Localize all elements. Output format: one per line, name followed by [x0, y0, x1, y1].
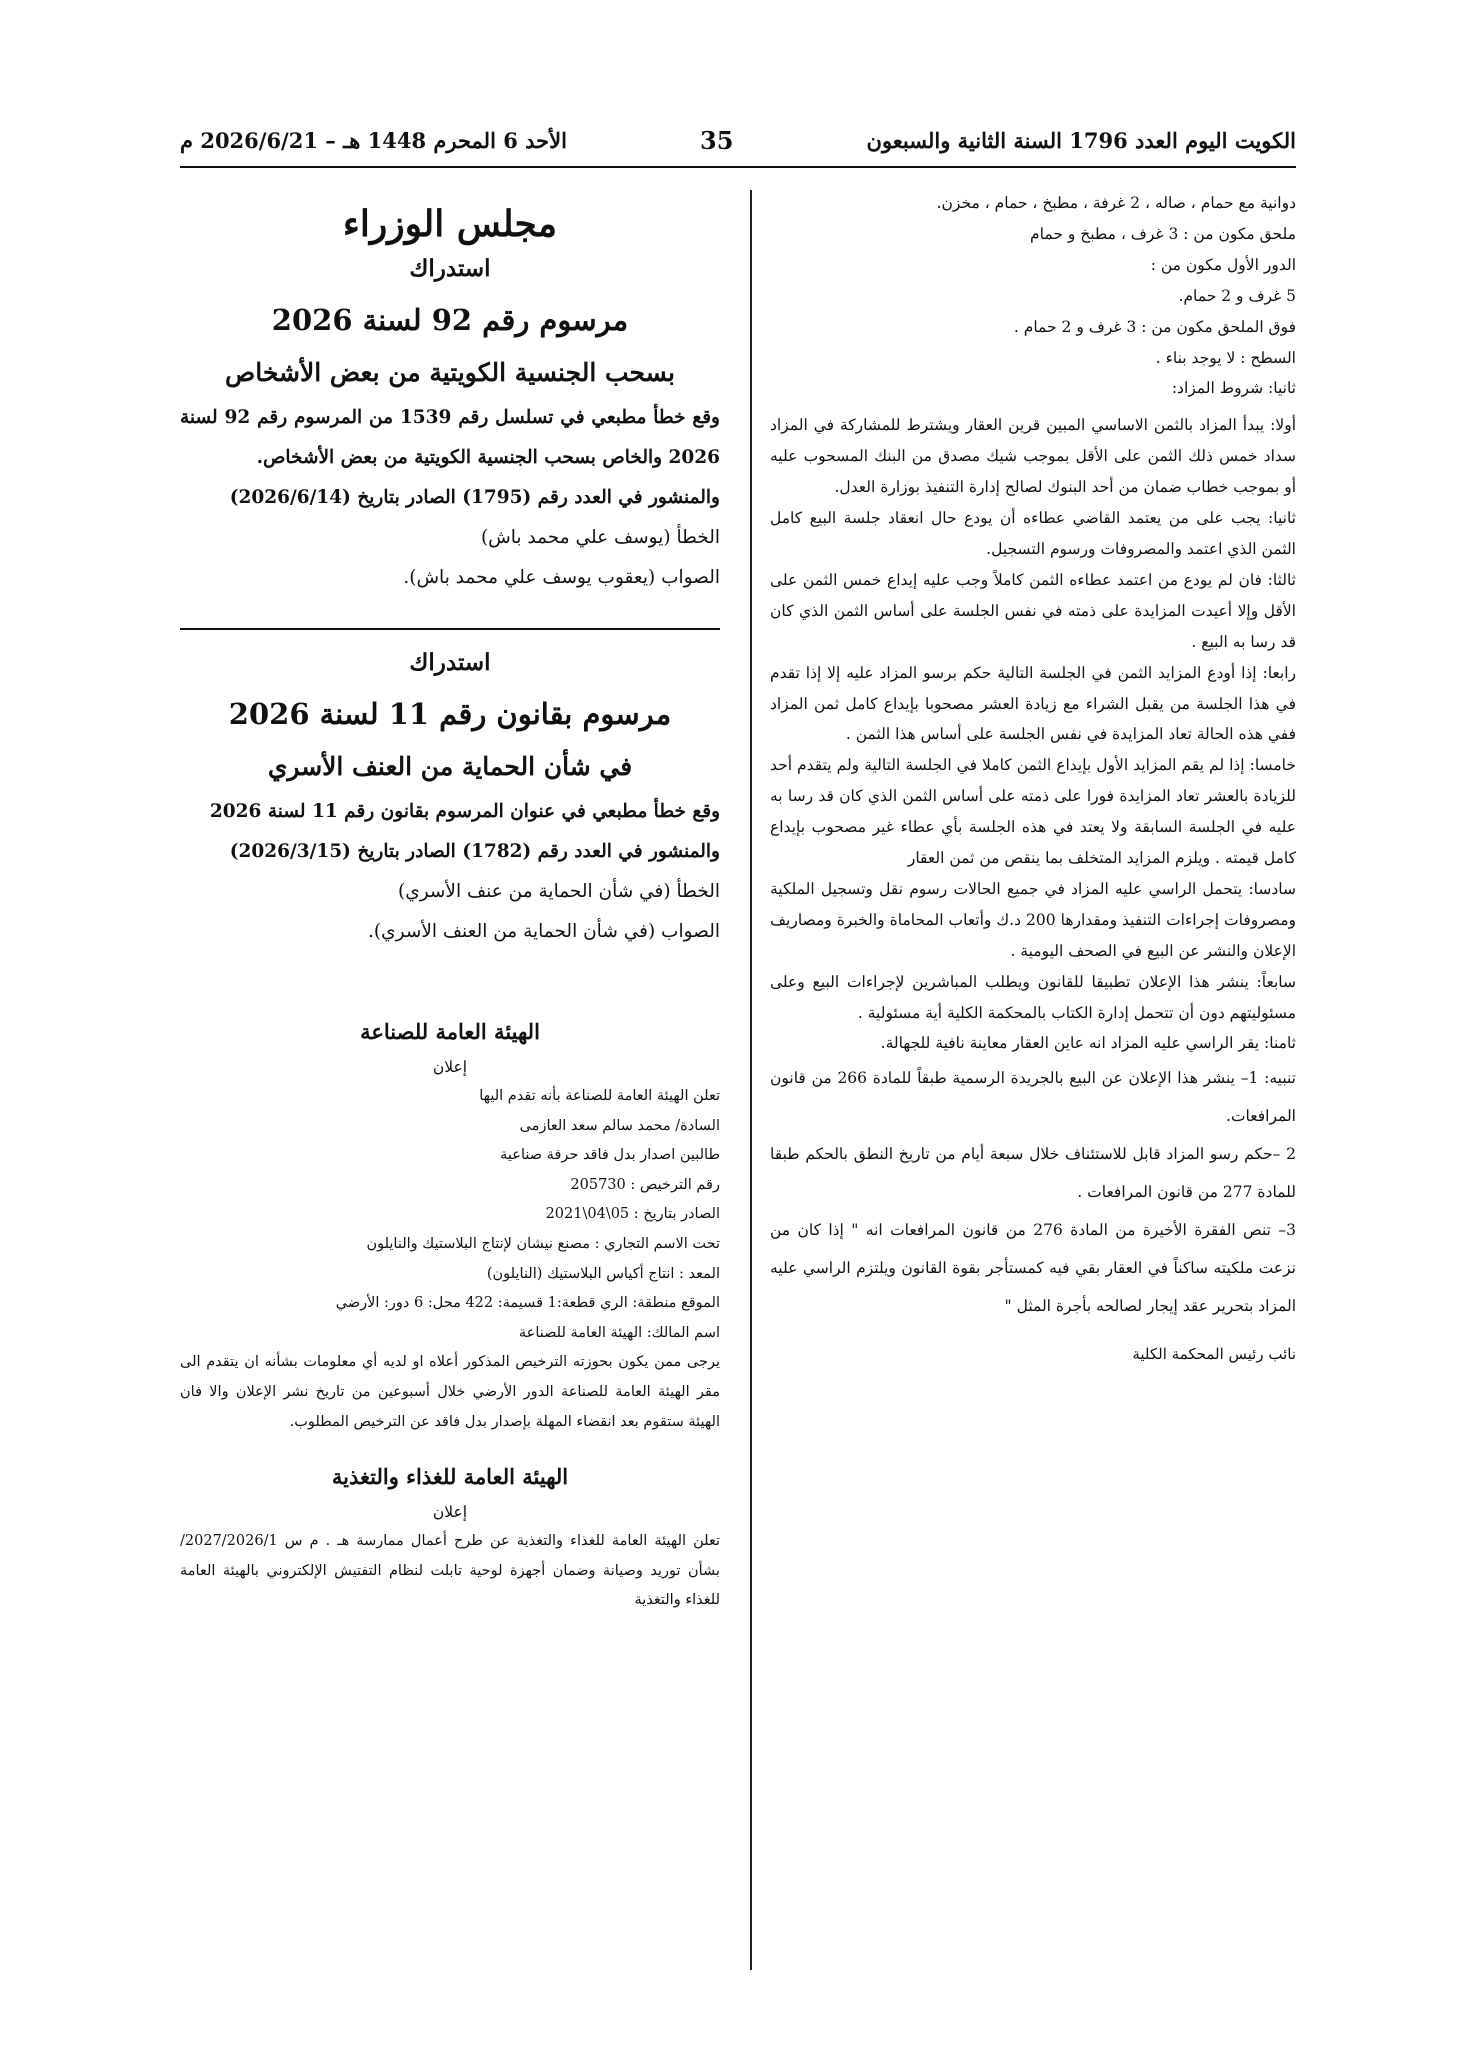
header-issue: الكويت اليوم العدد 1796 السنة الثانية والسبعون [866, 127, 1296, 153]
condition-5: خامسا: إذا لم يقم المزايد الأول بإيداع الثمن كاملا في الجلسة التالية ولم يتقدم أحد للزيادة بالعشر تعاد المزايدة فورا على ذمته على أساس الثمن الذي كان قد رسا به عليه في الجلسة السابقة ولا يعتد في هذه الجلسة بأي عطاء غير مصحوب بإيداع كامل قيمته . ويلزم المزايد المتخلف بما ينقص من ثمن العقار [770, 756, 1296, 868]
condition-1: أولا: يبدأ المزاد بالثمن الاساسي المبين قرين العقار ويشترط للمشاركة في المزاد سداد خمس ذلك الثمن على الأقل بموجب شيك مصدق من البنك المسحوب عليه أو بموجب خطاب ضمان من أحد البنوك لصالح إدارة التنفيذ بوزارة العدل. [770, 416, 1296, 497]
industry-line: تعلن الهيئة العامة للصناعة بأنه تقدم اليها [479, 1088, 720, 1104]
erratum-text: والمنشور في العدد رقم (1782) الصادر بتاريخ (2026/3/15) [229, 841, 720, 862]
property-line: ملحق مكون من : 3 غرف ، مطبخ و حمام [1030, 224, 1296, 243]
industry-line: طالبين اصدار بدل فاقد حرفة صناعية [500, 1147, 720, 1164]
issue-date: الصادر بتاريخ : 05\04\2021 [545, 1206, 720, 1223]
condition-3: ثالثا: فان لم يودع من اعتمد عطاءه الثمن كاملاً وجب عليه إيداع خمس الثمن على الأقل وإلا أعيدت المزايدة على ذمته في نفس الجلسة على أساس الثمن الذي كان قد رسا به البيع . [770, 570, 1296, 651]
announcement-label: إعلان [432, 1503, 468, 1522]
announcement-label: إعلان [432, 1058, 468, 1076]
erratum-label: استدراك [409, 649, 491, 676]
conditions-heading: ثانيا: شروط المزاد: [1171, 379, 1296, 398]
erratum-correct: الصواب (يعقوب يوسف علي محمد باش). [403, 567, 720, 588]
erratum-text: وقع خطأ مطبعي في تسلسل رقم 1539 من المرسوم رقم 92 لسنة 2026 والخاص بسحب الجنسية الكويتية من بعض الأشخاص. [180, 407, 720, 468]
property-line: دوانية مع حمام ، صاله ، 2 غرفة ، مطبخ ، حمام ، مخزن. [936, 194, 1296, 212]
property-line: فوق الملحق مكون من : 3 غرف و 2 حمام . [1013, 317, 1296, 336]
food-paragraph: تعلن الهيئة العامة للغذاء والتغذية عن طرح أعمال ممارسة هـ . م س 2027/2026/1/ بشأن توريد وصيانة وضمان أجهزة لوحية تابلت لنظام التفتيش الإلكتروني بالهيئة العامة للغذاء والتغذية [180, 1533, 720, 1609]
condition-6: سادسا: يتحمل الراسي عليه المزاد في جميع الحالات رسوم نقل وتسجيل الملكية ومصروفات إجراءات التنفيذ ومقدارها 200 د.ك وأتعاب المحاماة والخبرة ومصاريف الإعلان والنشر عن البيع في الصحف اليومية . [770, 879, 1297, 960]
erratum-wrong: الخطأ (يوسف علي محمد باش) [480, 527, 720, 548]
property-line: 5 غرف و 2 حمام. [1178, 286, 1296, 305]
note-2: 2 –حكم رسو المزاد قابل للاستئناف خلال سبعة أيام من تاريخ النطق بالحكم طبقا للمادة 277 من قانون المرافعات . [770, 1145, 1296, 1202]
industry-paragraph: يرجى ممن يكون بحوزته الترخيص المذكور أعلاه او لديه أي معلومات بشأنه ان يتقدم الى مقر الهيئة العامة للصناعة الدور الأرضي خلال أسبوعين من تاريخ نشر الإعلان والا فان الهيئة ستقوم بعد انقضاء المهلة بإصدار بدل فاقد عن الترخيص المطلوب. [180, 1354, 720, 1430]
erratum-text: وقع خطأ مطبعي في عنوان المرسوم بقانون رقم 11 لسنة 2026 [209, 801, 720, 822]
industry-authority-title: الهيئة العامة للصناعة [360, 1019, 540, 1044]
condition-2: ثانيا: يجب على من يعتمد القاضي عطاءه أن يودع حال انعقاد جلسة البيع كامل الثمن الذي اعتمد والمصروفات ورسوم التسجيل. [770, 509, 1296, 558]
signature: نائب رئيس المحكمة الكلية [1132, 1345, 1296, 1364]
decree-title: مرسوم رقم 92 لسنة 2026 [271, 303, 629, 337]
decree-title: مرسوم بقانون رقم 11 لسنة 2026 [228, 697, 672, 731]
condition-4: رابعا: إذا أودع المزايد الثمن في الجلسة التالية حكم برسو المزاد عليه إلا إذا تقدم في هذا الجلسة من يقبل الشراء مع زيادة العشر مصحوبا بإيداع كامل ثمن المزاد ففي هذه الحالة تعاد المزايدة في نفس الجلسة على أساس هذا الثمن . [770, 663, 1296, 744]
condition-7: سابعاً: ينشر هذا الإعلان تطبيقا للقانون ويطلب المباشرين لإجراءات البيع وعلى مسئوليتهم دون أن تتحمل إدارة الكتاب بالمحكمة الكلية أية مسئولية . [770, 972, 1296, 1022]
industry-line: السادة/ محمد سالم سعد العازمى [519, 1117, 720, 1134]
erratum-correct: الصواب (في شأن الحماية من العنف الأسري). [368, 921, 720, 942]
industry-line: تحت الاسم التجاري : مصنع نيشان لإنتاج البلاستيك والنايلون [366, 1235, 720, 1252]
column-divider [750, 190, 752, 1970]
left-column [180, 188, 720, 1616]
erratum-wrong: الخطأ (في شأن الحماية من عنف الأسري) [398, 881, 720, 902]
section-divider [180, 628, 720, 630]
header-date: الأحد 6 المحرم 1448 هـ – 2026/6/21 م [180, 127, 567, 153]
property-line: السطح : لا يوجد بناء . [1155, 348, 1296, 367]
header-rule [180, 166, 1296, 168]
right-column [770, 188, 1296, 1369]
industry-line: المعد : انتاج أكياس البلاستيك (النايلون) [486, 1265, 720, 1282]
page-header [180, 118, 1296, 162]
condition-8: ثامنا: يقر الراسي عليه المزاد انه عاين العقار معاينة نافية للجهالة. [880, 1034, 1296, 1053]
erratum-text: والمنشور في العدد رقم (1795) الصادر بتاريخ (2026/6/14) [229, 487, 720, 508]
decree-subject: في شأن الحماية من العنف الأسري [267, 752, 633, 781]
cabinet-title: مجلس الوزراء [342, 203, 558, 245]
page-number: 35 [700, 125, 734, 155]
food-authority-title: الهيئة العامة للغذاء والتغذية [331, 1464, 569, 1490]
note-3: 3– تنص الفقرة الأخيرة من المادة 276 من قانون المرافعات انه " إذا كان من نزعت ملكيته ساكناً في العقار بقي فيه كمستأجر بقوة القانون ويلتزم الراسي عليه المزاد بتحرير عقد إيجار لصالحه بأجرة المثل " [770, 1221, 1296, 1316]
property-line: الدور الأول مكون من : [1150, 255, 1296, 274]
industry-location: الموقع منطقة: الري قطعة:1 قسيمة: 422 محل: 6 دور: الأرضي [335, 1295, 720, 1312]
license-number: رقم الترخيص : 205730 [570, 1176, 720, 1193]
decree-subject: بسحب الجنسية الكويتية من بعض الأشخاص [225, 358, 675, 387]
erratum-label: استدراك [409, 255, 491, 282]
industry-owner: اسم المالك: الهيئة العامة للصناعة [518, 1324, 720, 1341]
note-1: تنبيه: 1– ينشر هذا الإعلان عن البيع بالجريدة الرسمية طبقاً للمادة 266 من قانون المرافعات. [770, 1069, 1296, 1126]
